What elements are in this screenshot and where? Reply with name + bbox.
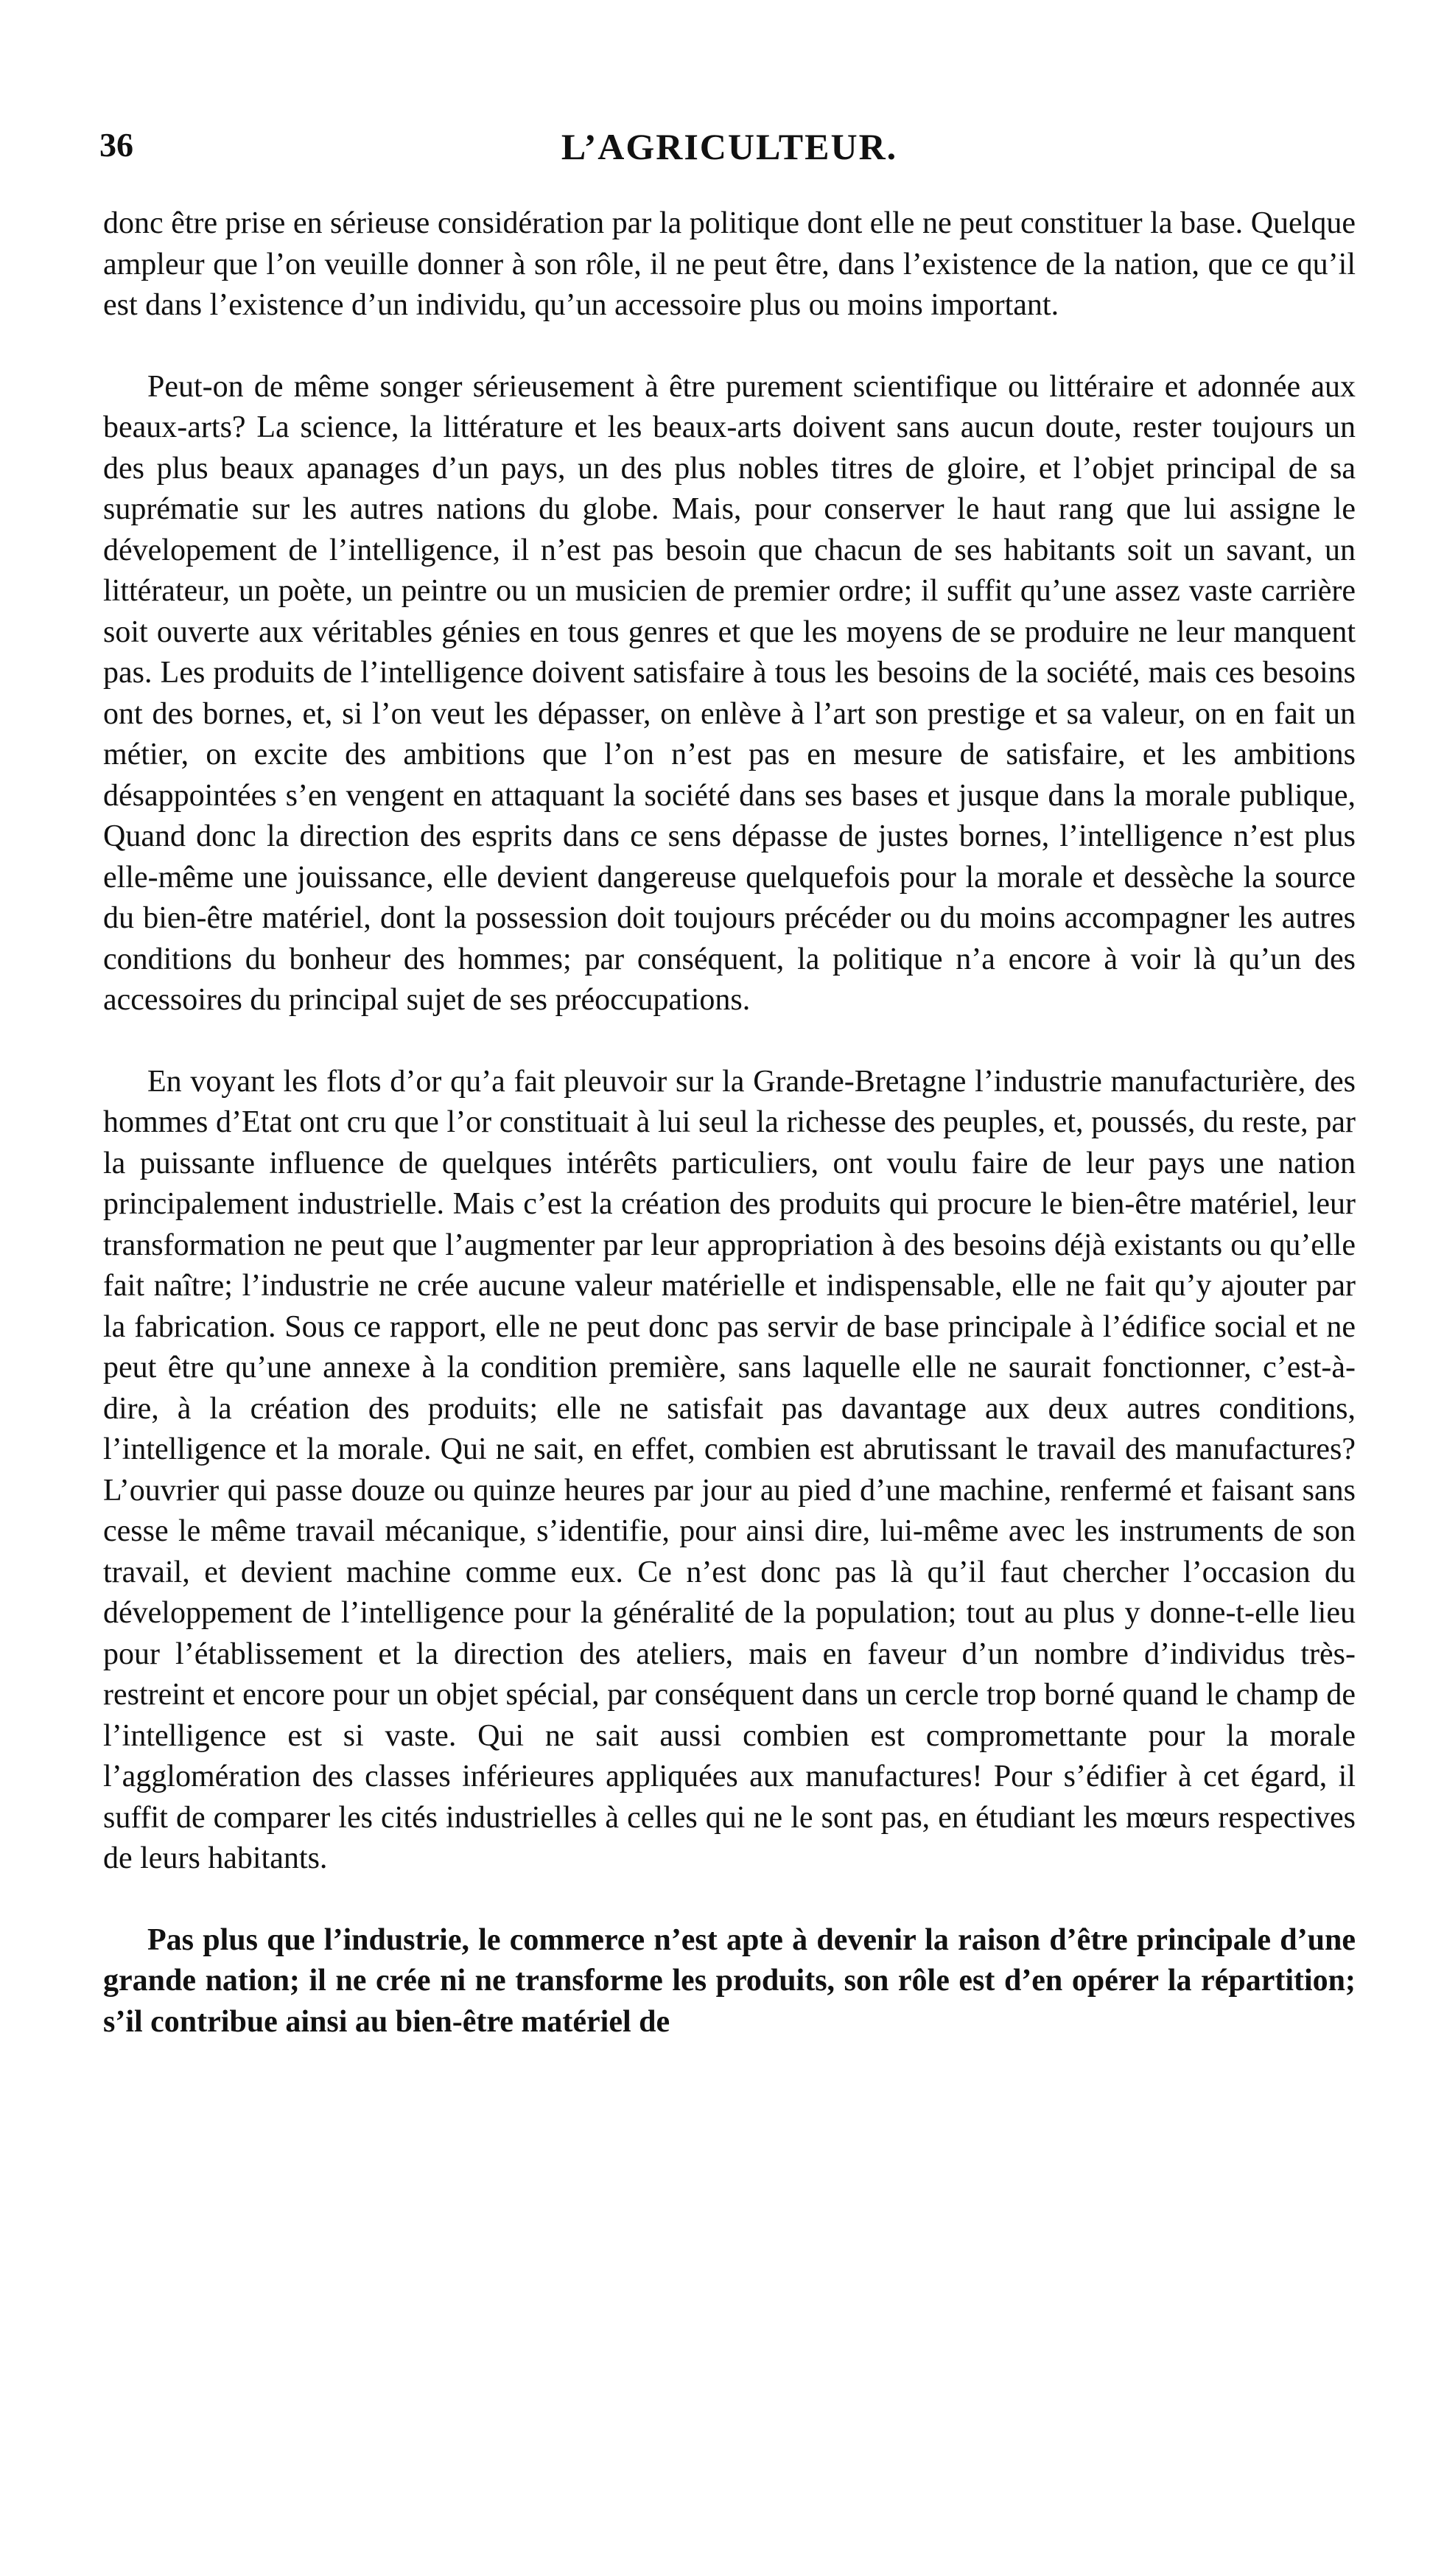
page-header: [99, 125, 1359, 177]
running-title: L’AGRICULTEUR.: [561, 126, 898, 167]
paragraph-industry: En voyant les flots d’or qu’a fait pleuvoir sur la Grande-Bretagne l’industrie manufacturière, des hommes d’Etat ont cru que l’or constituait à lui seul la richesse des peuples, et, poussés, du reste, par la puissante influence de quelques intérêts particuliers, ont voulu faire de leur pays une nation principalement industrielle. Mais c’est la création des produits qui procure le bien-être matériel, leur transformation ne peut que l’augmenter par leur appropriation à des besoins déjà existants ou qu’elle fait naître; l’industrie ne crée aucune valeur matérielle et indispensable, elle ne fait qu’y ajouter par la fabrication. Sous ce rapport, elle ne peut donc pas servir de base principale à l’édifice social et ne peut être qu’une annexe à la condition première, sans laquelle elle ne saurait fonctionner, c’est-à-dire, à la création des produits; elle ne satisfait pas davantage aux deux autres conditions, l’intelligence et la morale. Qui ne sait, en effet, combien est abrutissant le travail des manufactures? L’ouvrier qui passe douze ou quinze heures par jour au pied d’une machine, renfermé et faisant sans cesse le même travail mécanique, s’identifie, pour ainsi dire, lui-même avec les instruments de son travail, et devient machine comme eux. Ce n’est donc pas là qu’il faut chercher l’occasion du développement de l’intelligence pour la généralité de la population; tout au plus y donne-t-elle lieu pour l’établissement et la direction des ateliers, mais en faveur d’un nombre d’individus très-restreint et encore pour un objet spécial, par conséquent dans un cercle trop borné quand le champ de l’intelligence est si vaste. Qui ne sait aussi combien est compromettante pour la morale l’agglomération des classes inférieures appliquées aux manufactures! Pour s’édifier à cet égard, il suffit de comparer les cités industrielles à celles qui ne le sont pas, en étudiant les mœurs respectives de leurs habitants.: [103, 1064, 1356, 1875]
paragraph-commerce: Pas plus que l’industrie, le commerce n’est apte à devenir la raison d’être principale d’une grande nation; il ne crée ni ne transforme les produits, son rôle est d’en opérer la répartition; s’il contribue ainsi au bien-être matériel de: [103, 1922, 1356, 2039]
page-number: 36: [99, 126, 133, 164]
paragraph-continuation: donc être prise en sérieuse considération par la politique dont elle ne peut constituer la base. Quelque ampleur que l’on veuille donner à son rôle, il ne peut être, dans l’existence de la nation, que ce qu’il est dans l’existence d’un individu, qu’un accessoire plus ou moins important.: [103, 206, 1356, 322]
paragraph-science-arts: Peut-on de même songer sérieusement à être purement scientifique ou littéraire et adonnée aux beaux-arts? La science, la littérature et les beaux-arts doivent sans aucun doute, rester toujours un des plus beaux apanages d’un pays, un des plus nobles titres de gloire, et l’objet principal de sa suprématie sur les autres nations du globe. Mais, pour conserver le haut rang que lui assigne le dévelopement de l’intelligence, il n’est pas besoin que chacun de ses habitants soit un savant, un littérateur, un poète, un peintre ou un musicien de premier ordre; il suffit qu’une assez vaste carrière soit ouverte aux véritables génies en tous genres et que les moyens de se produire ne leur manquent pas. Les produits de l’intelligence doivent satisfaire à tous les besoins de la société, mais ces besoins ont des bornes, et, si l’on veut les dépasser, on enlève à l’art son prestige et sa valeur, on en fait un métier, on excite des ambitions que l’on n’est pas en mesure de satisfaire, et les ambitions désappointées s’en vengent en attaquant la société dans ses bases et jusque dans la morale publique, Quand donc la direction des esprits dans ce sens dépasse de justes bornes, l’intelligence n’est plus elle-même une jouissance, elle devient dangereuse quelquefois pour la morale et dessèche la source du bien-être matériel, dont la possession doit toujours précéder ou du moins accompagner les autres conditions du bonheur des hommes; par conséquent, la politique n’a encore à voir là qu’un des accessoires du principal sujet de ses préoccupations.: [103, 369, 1356, 1017]
body-text: [103, 203, 1356, 2043]
